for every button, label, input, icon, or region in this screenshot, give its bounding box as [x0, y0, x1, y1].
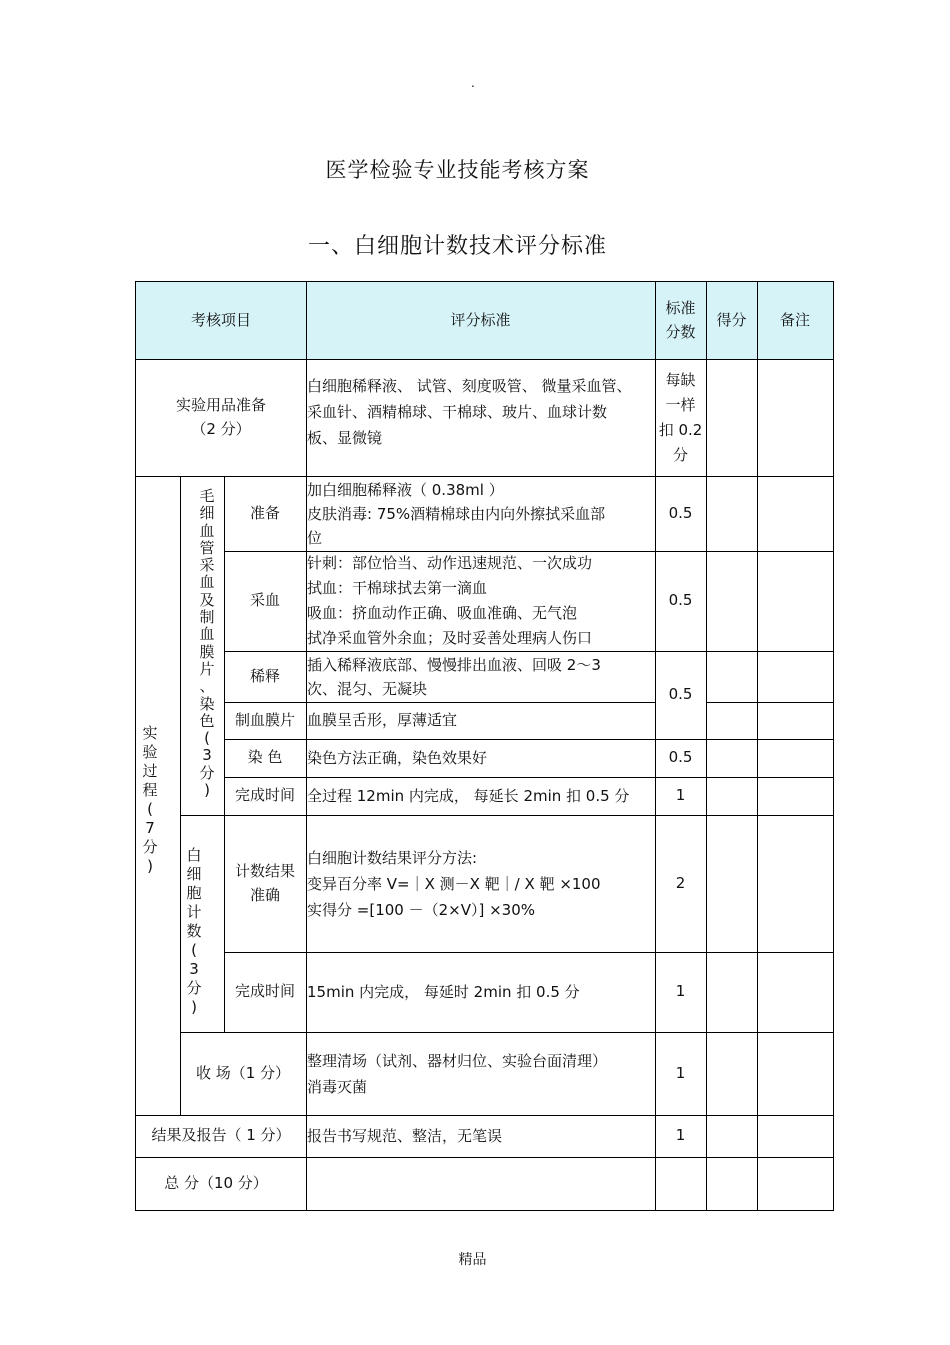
item-shouchang: 收 场（1 分）: [195, 1063, 291, 1082]
score-time1: 1: [675, 786, 686, 805]
sampling-group-char: 毛: [199, 487, 215, 505]
item-xuemo: 制血膜片: [234, 710, 295, 729]
criteria-time2: 15min 内完成， 每延时 2min 扣 0.5 分: [307, 982, 580, 1001]
sampling-group-label: [197, 488, 217, 799]
sampling-group-char: 及: [199, 590, 215, 609]
prep-standard-score: 每缺 一样 扣 0.2 分: [658, 370, 703, 464]
score-shouchang: 1: [675, 1063, 686, 1082]
sampling-group-char: 色: [199, 711, 215, 730]
sampling-group-char: 3: [202, 746, 212, 765]
score-xishi-xuemo: 0.5: [668, 685, 693, 704]
process-group-char: ): [147, 857, 153, 875]
sampling-group-char: (: [204, 729, 210, 748]
sampling-group-char: 膜: [199, 642, 215, 661]
sampling-group-char: 血: [199, 625, 215, 644]
process-group-char: 过: [142, 762, 158, 780]
criteria-ranse: 染色方法正确，染色效果好: [307, 748, 488, 767]
criteria-shouchang: 整理清场（试剂、器材归位、实验台面清理） 消毒灭菌: [307, 1051, 608, 1096]
sampling-group-char: 采: [199, 556, 215, 575]
item-xishi: 稀释: [249, 666, 280, 685]
score-time2: 1: [675, 982, 686, 1001]
count-group-char: (: [191, 941, 197, 959]
prep-criteria: 白细胞稀释液、 试管、刻度吸管、 微量采血管、 采血针、酒精棉球、干棉球、玻片、血球计数 板、显微镜: [307, 377, 632, 447]
criteria-report: 报告书写规范、整洁，无笔误: [307, 1126, 503, 1145]
count-group-char: 3: [189, 960, 199, 978]
sampling-group-char: 染: [199, 694, 215, 713]
score-ranse: 0.5: [668, 748, 693, 767]
process-group-char: 程: [142, 781, 158, 799]
score-zhunbei: 0.5: [668, 503, 693, 522]
header-item: 考核项目: [190, 310, 251, 329]
criteria-jishu: 白细胞计数结果评分方法: 变异百分率 V=｜X 测－X 靶｜/ X 靶 ×100 实得分 =[100 －（2×V）] ×30%: [307, 848, 601, 919]
item-caixue: 采血: [249, 591, 280, 610]
item-ranse: 染 色: [247, 748, 283, 767]
header-criteria: 评分标准: [450, 310, 511, 329]
count-group-char: 分: [186, 979, 202, 997]
header-score: 得分: [716, 310, 747, 329]
count-group-label: [184, 846, 204, 1017]
sampling-group-char: 血: [199, 521, 215, 540]
item-jishu: 计数结果 准确: [234, 862, 295, 904]
count-group-char: 细: [186, 865, 202, 883]
process-group-char: 分: [142, 838, 158, 856]
item-time2: 完成时间: [234, 982, 295, 1001]
header-dot: .: [471, 76, 475, 90]
document-title: 医学检验专业技能考核方案: [325, 158, 590, 182]
sampling-group-char: 片: [199, 659, 215, 678]
header-remark: 备注: [779, 310, 810, 329]
header-standard-score: 标准 分数: [665, 299, 696, 341]
score-report: 1: [675, 1126, 686, 1145]
process-group-char: 实: [142, 724, 158, 742]
sampling-group-char: 制: [199, 608, 215, 627]
sampling-group-char: 血: [199, 573, 215, 592]
count-group-char: ): [191, 998, 197, 1016]
score-caixue: 0.5: [668, 591, 693, 610]
count-group-char: 数: [186, 922, 202, 940]
prep-item: 实验用品准备 （2 分）: [175, 396, 266, 438]
criteria-xuemo: 血膜呈舌形，厚薄适宜: [307, 711, 458, 730]
criteria-caixue: 针刺：部位恰当、动作迅速规范、一次成功 拭血：干棉球拭去第一滴血 吸血：挤血动作正确、吸血准确、无气泡 拭净采血管外余血；及时妥善处理病人伤口: [307, 554, 593, 647]
criteria-zhunbei: 加白细胞稀释液（ 0.38ml ） 皮肤消毒: 75%酒精棉球由内向外擦拭采血部 位: [307, 480, 606, 547]
process-group-char: (: [147, 800, 153, 818]
count-group-char: 白: [186, 846, 202, 864]
section-title: 一、白细胞计数技术评分标准: [307, 234, 607, 259]
process-group-char: 7: [145, 819, 155, 837]
item-total: 总 分（10 分）: [164, 1173, 268, 1192]
count-group-char: 胞: [186, 884, 202, 902]
criteria-time1: 全过程 12min 内完成， 每延长 2min 扣 0.5 分: [307, 786, 630, 805]
item-time1: 完成时间: [234, 786, 295, 805]
score-jishu: 2: [675, 873, 686, 892]
item-report: 结果及报告（ 1 分）: [151, 1126, 291, 1145]
footer-label: 精品: [458, 1252, 487, 1268]
sampling-group-char: 管: [199, 538, 215, 557]
criteria-xishi: 插入稀释液底部、慢慢排出血液、回吸 2～3 次、混匀、无凝块: [307, 655, 601, 698]
count-group-char: 计: [186, 903, 202, 921]
sampling-group-char: 、: [199, 677, 215, 696]
sampling-group-char: 分: [199, 763, 215, 782]
process-group-label: [140, 724, 160, 876]
process-group-char: 验: [142, 743, 158, 761]
item-zhunbei: 准备: [249, 503, 280, 522]
sampling-group-char: ): [204, 781, 210, 800]
sampling-group-char: 细: [199, 504, 215, 523]
